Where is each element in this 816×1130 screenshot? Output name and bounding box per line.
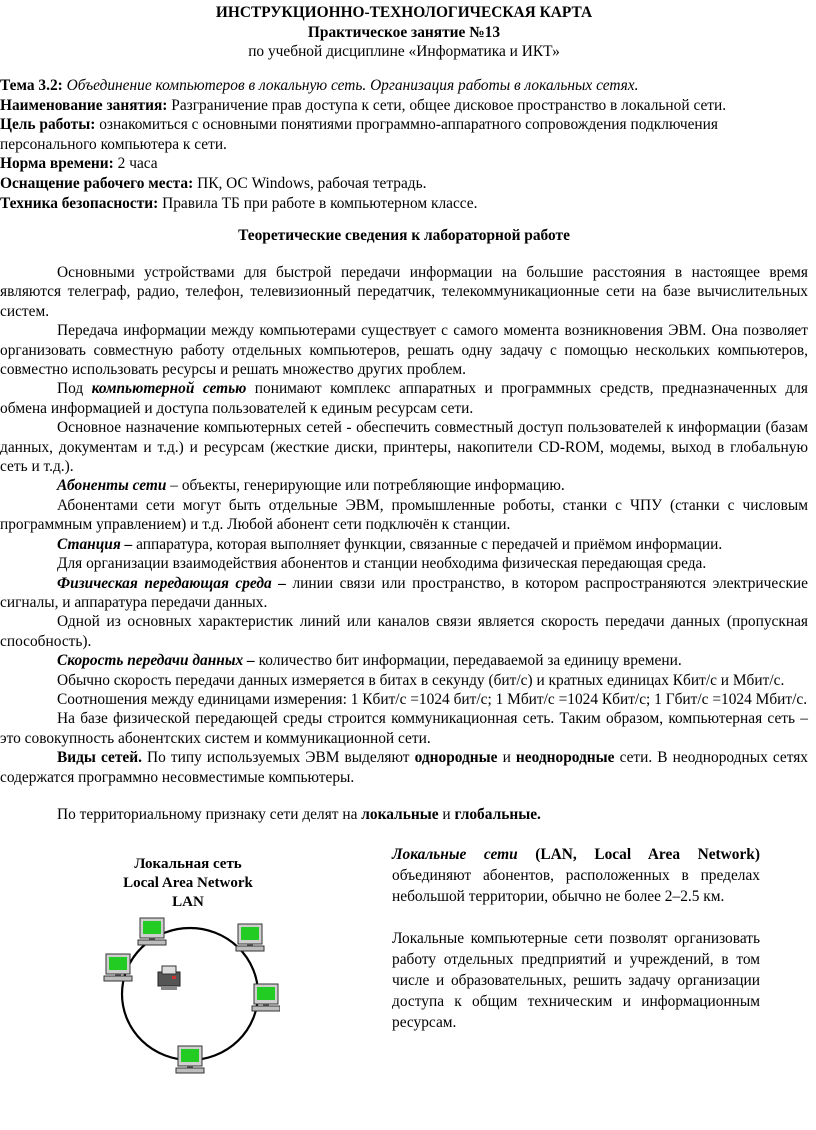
text-fragment: количество бит информации, передаваемой за единицу времени. xyxy=(254,652,682,670)
document-title: ИНСТРУКЦИОННО-ТЕХНОЛОГИЧЕСКАЯ КАРТА xyxy=(215,4,593,21)
text-fragment: аппаратура, которая выполняет функции, связанные с передачей и приёмом информации. xyxy=(132,535,723,553)
text-fragment: и xyxy=(438,805,455,823)
paragraph-bandwidth: Одной из основных характеристик линий или каналов связи является скорость передачи данных (пропускная способность). xyxy=(0,613,808,650)
text-fragment: По типу используемых ЭВМ выделяют xyxy=(141,749,415,767)
time-value: 2 часа xyxy=(117,155,158,173)
term-medium: Физическая передающая среда – xyxy=(57,574,286,592)
theory-title: Теоретические сведения к лабораторной работе xyxy=(238,227,570,244)
term-computer-network: компьютерной сетью xyxy=(91,380,247,398)
text-fragment: сети. В неоднородных сетях содержатся программно несовместимые компьютеры. xyxy=(0,749,808,786)
topic-value: Объединение компьютеров в локальную сеть. Организация работы в локальных сетях. xyxy=(66,77,639,94)
topic-line xyxy=(0,76,808,96)
ring-computers xyxy=(104,918,280,1073)
text-fragment: объединяют абонентов, расположенных в пределах небольшой территории, обычно не более 2–2.5 км. xyxy=(392,867,760,905)
theory-body xyxy=(0,263,808,824)
diagram-caption-line1: Локальная сеть xyxy=(134,856,242,872)
paragraph-units: Обычно скорость передачи данных измеряется в битах в секунду (бит/с) и кратных единицах Кбит/с и Мбит/с. xyxy=(57,671,785,689)
discipline-line: по учебной дисциплине «Информатика и ИКТ» xyxy=(248,43,560,61)
goal-label: Цель работы: xyxy=(0,116,96,134)
safety-line xyxy=(0,194,808,214)
paragraph-subscribers xyxy=(0,476,808,495)
lan-description xyxy=(392,844,760,1033)
text-fragment: Под xyxy=(57,380,92,398)
diagram-caption-line3: LAN xyxy=(172,894,204,910)
paragraph-speed xyxy=(0,651,808,670)
text-fragment: По территориальному признаку сети делят на xyxy=(57,805,362,823)
lesson-number: Практическое занятие №13 xyxy=(307,23,501,41)
equipment-line xyxy=(0,174,808,194)
time-label: Норма времени: xyxy=(0,155,114,173)
lan-purpose: Локальные компьютерные сети позволят организовать работу отдельных предприятий и учреждений, в том числе и образовательных, решить задачу организации доступа к общим техническим и информационным ресурсам. xyxy=(392,930,760,1031)
lan-abbrev: (LAN, Local Area Network) xyxy=(517,846,760,863)
term-lan: Локальные сети xyxy=(392,846,518,863)
safety-value: Правила ТБ при работе в компьютерном классе. xyxy=(162,194,478,212)
paragraph-subscriber-types: Абонентами сети могут быть отдельные ЭВМ, промышленные роботы, станки с ЧПУ (станки с числовым программным управлением) и т.д. Любой абонент сети подключён к станции. xyxy=(0,496,808,534)
paragraph-network-def xyxy=(0,379,808,418)
goal-value: ознакомиться с основными понятиями программно-аппаратного сопровождения подключения персонального компьютера к сети. xyxy=(0,116,718,153)
lesson-name-line xyxy=(0,96,808,116)
term-speed: Скорость передачи данных – xyxy=(57,652,255,670)
safety-label: Техника безопасности: xyxy=(0,194,159,212)
term-network-types: Виды сетей. xyxy=(57,749,142,767)
term-global: глобальные. xyxy=(454,805,541,823)
lesson-name-value: Разграничение прав доступа к сети, общее дисковое пространство в локальной сети. xyxy=(171,96,727,114)
lesson-meta xyxy=(0,76,808,213)
topic-label: Тема 3.2: xyxy=(0,77,63,94)
text-fragment: понимают комплекс аппаратных и программных средств, предназначенных для обмена информацией и доступа пользователей к единым ресурсам сети. xyxy=(0,380,808,417)
printer-icon xyxy=(158,966,180,990)
document-header xyxy=(0,3,808,62)
paragraph-medium-need: Для организации взаимодействия абонентов и станции необходима физическая передающая среда. xyxy=(57,555,707,573)
paragraph-network-types xyxy=(0,748,808,787)
text-fragment: и xyxy=(497,749,516,767)
equipment-label: Оснащение рабочего места: xyxy=(0,174,194,192)
computer-icon xyxy=(252,984,280,1011)
diagram-caption-line2: Local Area Network xyxy=(123,875,253,891)
computer-icon xyxy=(104,954,132,981)
goal-line xyxy=(0,115,770,154)
text-fragment: линии связи или пространство, в котором распространяются электрические сигналы, и аппаратура передачи данных. xyxy=(0,574,808,611)
paragraph-devices: Основными устройствами для быстрой передачи информации на большие расстояния в настоящее время являются телеграф, радио, телефон, телевизионный передатчик, телекоммуникационные сети на базе вычислительных систем. xyxy=(0,264,808,320)
paragraph-medium xyxy=(0,574,808,613)
paragraph-station xyxy=(0,535,808,554)
term-station: Станция – xyxy=(57,535,133,553)
lan-definition xyxy=(392,844,760,907)
computer-icon xyxy=(138,918,166,945)
paragraph-comm-network: На базе физической передающей среды строится коммуникационная сеть. Таким образом, компьютерная сеть – это совокупность абонентских систем и коммуникационной сети. xyxy=(0,710,808,747)
term-homogeneous: однородные xyxy=(414,749,498,767)
term-local: локальные xyxy=(361,805,439,823)
computer-icon xyxy=(236,924,264,951)
paragraph-transfer: Передача информации между компьютерами существует с самого момента возникновения ЭВМ. Она позволяет организовать совместную работу отдельных компьютеров, решать одну задачу с помощью нескольких компьютеров, совместно использовать ресурсы и решать множество других проблем. xyxy=(0,322,808,379)
term-heterogeneous: неоднородные xyxy=(515,749,615,767)
paragraph-territorial xyxy=(0,805,808,824)
paragraph-purpose: Основное назначение компьютерных сетей - обеспечить совместный доступ пользователей к информации (базам данных, документам и т.д.) и ресурсам (жесткие диски, принтеры, накопители CD-ROM, модемы, выход в глобальную сеть и т.д.). xyxy=(0,419,808,476)
term-subscribers: Абоненты сети xyxy=(57,477,167,495)
lan-ring-diagram xyxy=(100,846,280,1081)
time-line xyxy=(0,154,808,174)
text-fragment: – объекты, генерирующие или потребляющие информацию. xyxy=(166,477,565,495)
computer-icon xyxy=(176,1046,204,1073)
paragraph-ratios: Соотношения между единицами измерения: 1 Кбит/с =1024 бит/с; 1 Мбит/с =1024 Кбит/с; 1 Гбит/с =1024 Мбит/с. xyxy=(57,690,808,708)
lesson-name-label: Наименование занятия: xyxy=(0,96,168,114)
theory-title-wrap xyxy=(0,226,808,246)
equipment-value: ПК, ОС Windows, рабочая тетрадь. xyxy=(197,174,427,192)
